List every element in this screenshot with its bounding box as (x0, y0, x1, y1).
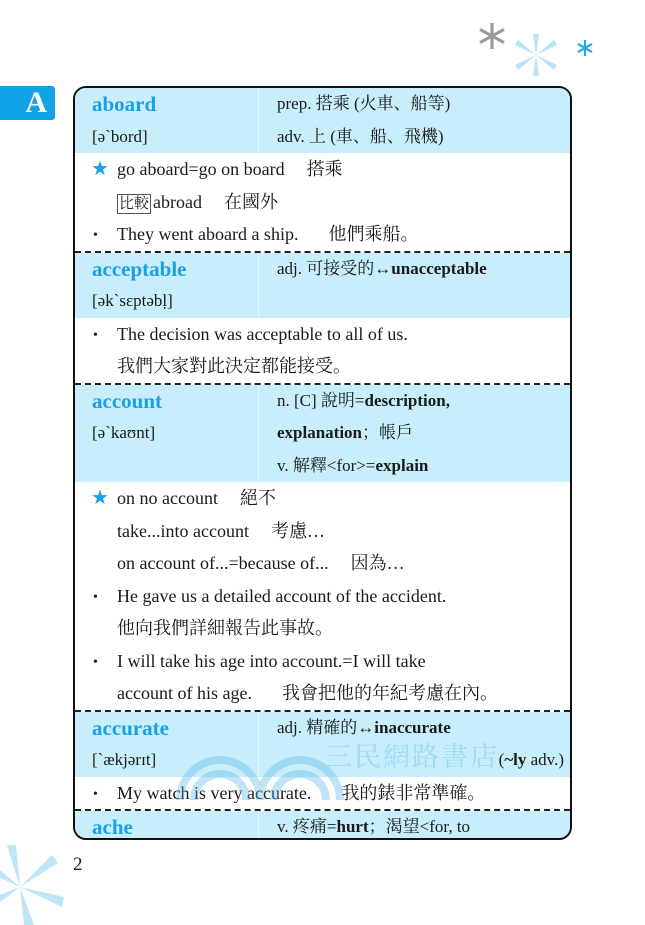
bullet-icon: • (93, 654, 98, 670)
example-translation: 他向我們詳細報告此事故。 (117, 618, 333, 638)
derived-form: (~ly adv.) (498, 750, 564, 769)
phrase-line: ★ go aboard=go on board 搭乘 (75, 153, 570, 186)
bullet-icon: • (93, 786, 98, 802)
example-sentence-continued: account of his age. 我會把他的年紀考慮在內。 (117, 683, 498, 703)
example-sentence: • He gave us a detailed account of the accident. (75, 580, 570, 613)
asterisk-decoration-icon (478, 22, 506, 50)
definition: adj. 精確的↔inaccurate (277, 717, 451, 737)
entry-header-account (75, 385, 570, 483)
watermark-text: 三民網路書店 (325, 742, 499, 773)
section-letter: A (25, 86, 47, 119)
headword: accurate (92, 715, 169, 740)
page-number: 2 (73, 854, 83, 875)
example-sentence: • I will take his age into account.=I will take (75, 645, 570, 678)
bullet-icon: • (93, 589, 98, 605)
compare-tag: 比較 (119, 195, 150, 212)
definition: explanation；帳戶 (277, 423, 414, 442)
section-letter-tab (0, 86, 55, 120)
pronunciation: [ə`bord] (92, 126, 148, 146)
example-sentence: • They went aboard a ship. 他們乘船。 (75, 218, 570, 251)
example-translation: 我們大家對此決定都能接受。 (117, 356, 351, 376)
phrase-line: on account of...=because of... 因為… (117, 553, 405, 573)
phrase-line: ★ on no account 絕不 (75, 482, 570, 515)
entry-body-aboard (75, 153, 570, 251)
dictionary-entries-box (73, 86, 572, 840)
phrase-line: take...into account 考慮… (117, 520, 325, 541)
pronunciation: [`ækjərɪt] (92, 750, 157, 769)
entry-header-ache (75, 811, 570, 840)
headword: ache (92, 815, 133, 839)
definition: v. 解釋<for>=explain (277, 455, 429, 475)
pronunciation: [ək`sɛptəbḷ] (92, 291, 173, 310)
headword: acceptable (92, 256, 187, 281)
definition: n. [C] 說明=description, (277, 390, 450, 410)
entry-header-aboard (75, 88, 570, 153)
entry-body-account (75, 482, 570, 710)
definition: prep. 搭乘 (火車、船等) (277, 94, 451, 113)
compare-line: 比較 abroad 在國外 (119, 191, 278, 212)
bullet-icon: • (93, 228, 98, 243)
star-icon: ★ (91, 487, 109, 509)
entry-body-acceptable (75, 318, 570, 383)
asterisk-decoration-icon (577, 40, 593, 56)
headword: aboard (92, 92, 157, 116)
definition: adv. 上 (車、船、飛機) (277, 126, 444, 146)
entry-header-acceptable (75, 253, 570, 318)
example-sentence: • The decision was acceptable to all of us. (75, 318, 570, 351)
definition: adj. 可接受的↔unacceptable (277, 258, 487, 278)
example-sentence: • My watch is very accurate. 我的錶非常準確。 (75, 777, 570, 810)
entry-body-accurate (75, 777, 570, 810)
bullet-icon: • (93, 327, 98, 343)
headword: account (92, 388, 162, 413)
pronunciation: [ə`kaʊnt] (92, 423, 156, 442)
asterisk-decoration-icon (515, 34, 557, 76)
star-icon: ★ (91, 158, 109, 180)
definition: v. 疼痛=hurt；渴望<for, to (277, 817, 471, 836)
asterisk-decoration-icon (0, 845, 64, 925)
